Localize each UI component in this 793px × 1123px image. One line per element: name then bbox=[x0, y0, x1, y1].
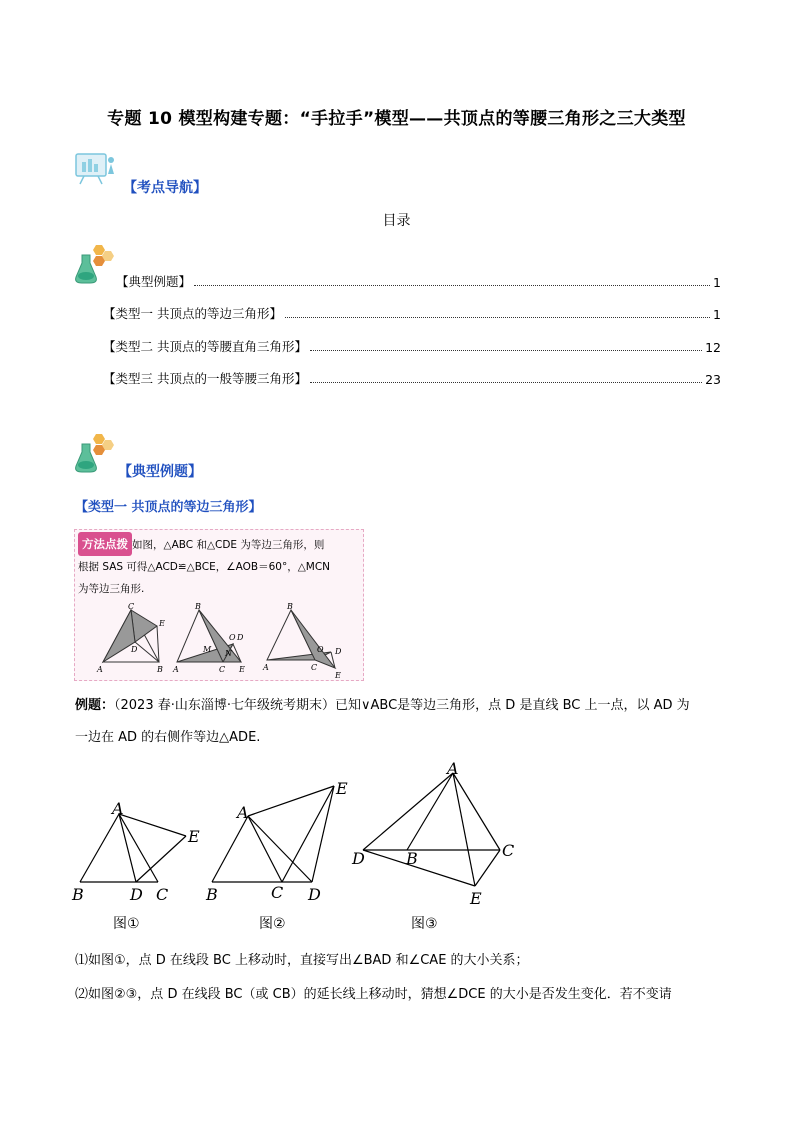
point-label: B bbox=[195, 602, 201, 611]
problem-source: （2023 春·山东淄博·七年级统考期末） bbox=[114, 698, 335, 713]
figure-caption: 图① bbox=[113, 916, 140, 932]
point-label: A bbox=[447, 760, 459, 778]
toc-item[interactable] bbox=[103, 304, 721, 322]
point-label: B bbox=[287, 602, 293, 611]
point-label: C bbox=[128, 602, 135, 611]
problem-label: 例题： bbox=[75, 698, 115, 713]
point-label: A bbox=[173, 665, 179, 674]
toc-item-label: 【类型三 共顶点的一般等腰三角形】 bbox=[103, 371, 307, 386]
problem-line bbox=[75, 693, 735, 719]
point-label: D bbox=[335, 647, 342, 656]
toc-leader bbox=[194, 285, 710, 286]
point-label: E bbox=[239, 665, 245, 674]
toc-title: 目录 bbox=[382, 213, 411, 229]
toc-page-number: 23 bbox=[705, 372, 721, 387]
point-label: D bbox=[130, 885, 143, 904]
point-label: A bbox=[112, 799, 124, 818]
flask-icon bbox=[74, 432, 114, 474]
point-label: O bbox=[317, 645, 324, 654]
point-label: D bbox=[131, 645, 138, 654]
nav-heading: 【考点导航】 bbox=[123, 180, 207, 196]
point-label: O bbox=[229, 633, 236, 642]
point-label: A bbox=[97, 665, 103, 674]
figure-caption: 图③ bbox=[411, 916, 438, 932]
method-line: 如图，△ABC 和△CDE 为等边三角形，则 bbox=[132, 539, 325, 551]
toc-leader bbox=[285, 317, 710, 318]
point-label: E bbox=[470, 889, 482, 908]
flask-icon bbox=[74, 243, 114, 285]
type1-heading: 【类型一 共顶点的等边三角形】 bbox=[75, 500, 262, 515]
problem-figures bbox=[60, 760, 530, 930]
toc-page-number: 1 bbox=[713, 275, 721, 290]
point-label: C bbox=[271, 883, 284, 902]
point-label: A bbox=[263, 663, 269, 672]
toc-item[interactable] bbox=[116, 272, 721, 290]
point-label: B bbox=[157, 665, 163, 674]
method-text bbox=[78, 532, 360, 600]
point-label: C bbox=[502, 841, 515, 860]
point-label: C bbox=[156, 885, 169, 904]
toc-item[interactable] bbox=[103, 369, 721, 387]
toc-item-label: 【类型一 共顶点的等边三角形】 bbox=[103, 306, 282, 321]
problem-line: 一边在 AD 的右侧作等边△ADE. bbox=[75, 730, 261, 745]
question-2: ⑵如图②③，点 D 在线段 BC（或 CB）的延长线上移动时，猜想∠DCE 的大小是否发生变化．若不变请 bbox=[75, 987, 672, 1002]
point-label: E bbox=[188, 827, 200, 846]
problem-text: 已知∨ABC是等边三角形，点 D 是直线 BC 上一点，以 AD 为 bbox=[335, 698, 690, 713]
toc-page-number: 12 bbox=[705, 340, 721, 355]
point-label: D bbox=[308, 885, 321, 904]
point-label: M bbox=[203, 645, 212, 654]
method-line: 根据 SAS 可得△ACD≌△BCE，∠AOB＝60°，△MCN bbox=[78, 561, 331, 573]
point-label: B bbox=[206, 885, 218, 904]
toc-item[interactable] bbox=[103, 337, 721, 355]
method-line: 为等边三角形. bbox=[78, 583, 145, 595]
point-label: B bbox=[406, 849, 418, 868]
point-label: E bbox=[335, 671, 341, 678]
toc-leader bbox=[310, 382, 702, 383]
method-tip-box bbox=[74, 529, 364, 681]
question-1: ⑴如图①，点 D 在线段 BC 上移动时，直接写出∠BAD 和∠CAE 的大小关系； bbox=[75, 953, 529, 968]
figure-caption: 图② bbox=[259, 916, 286, 932]
point-label: N bbox=[225, 649, 232, 658]
point-label: E bbox=[159, 619, 165, 628]
method-figures bbox=[95, 602, 355, 678]
toc-item-label: 【典型例题】 bbox=[116, 274, 192, 289]
point-label: C bbox=[311, 663, 318, 672]
point-label: D bbox=[352, 849, 365, 868]
method-badge: 方法点拨 bbox=[78, 532, 132, 556]
page-title: 专题 10 模型构建专题：“手拉手”模型——共顶点的等腰三角形之三大类型 bbox=[107, 109, 686, 129]
toc-item-label: 【类型二 共顶点的等腰直角三角形】 bbox=[103, 339, 307, 354]
toc-leader bbox=[310, 350, 702, 351]
toc-page-number: 1 bbox=[713, 307, 721, 322]
point-label: B bbox=[72, 885, 84, 904]
easel-icon bbox=[74, 150, 118, 186]
examples-heading: 【典型例题】 bbox=[118, 464, 202, 480]
point-label: D bbox=[237, 633, 244, 642]
point-label: C bbox=[219, 665, 226, 674]
point-label: A bbox=[237, 803, 249, 822]
point-label: E bbox=[336, 779, 348, 798]
